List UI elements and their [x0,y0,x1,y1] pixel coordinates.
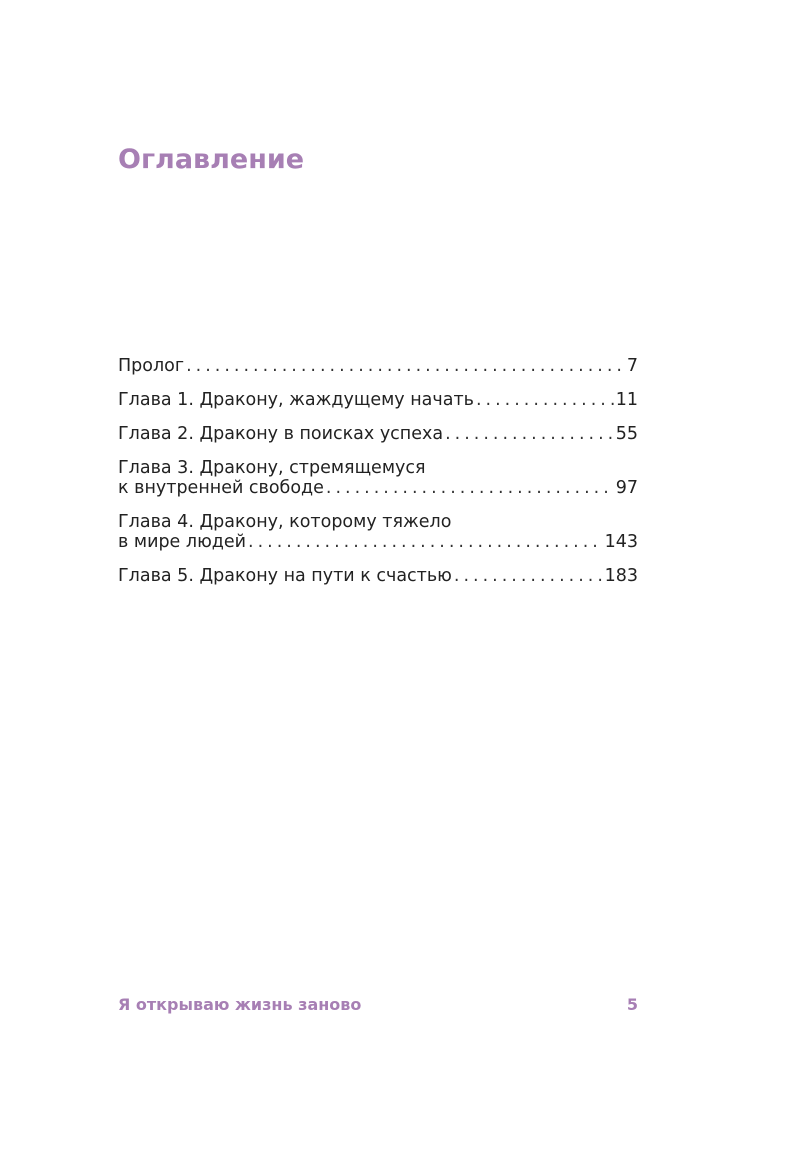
toc-entry-chapter-3[interactable] [118,458,638,498]
toc-page-number: 97 [615,478,638,498]
toc-line [118,478,638,498]
toc-entry-title-line-1: Глава 3. Дракону, стремящемуся [118,458,426,478]
toc-line [118,566,638,586]
toc-line [118,390,638,410]
dot-leader [445,424,614,444]
toc-entry-title-line-2: в мире людей [118,532,247,552]
toc-entry-chapter-4[interactable] [118,512,638,552]
page-title: Оглавление [118,144,305,175]
dot-leader [326,478,614,498]
dot-leader [476,390,614,410]
page-number: 5 [626,995,638,1014]
toc-page-number: 11 [615,390,638,410]
toc-entry-title-line-1: Глава 4. Дракону, которому тяжело [118,512,452,532]
toc-line [118,424,638,444]
toc-entry-title: Пролог [118,356,185,376]
toc-entry-title-line-2: к внутренней свободе [118,478,324,498]
toc-entry-title: Глава 5. Дракону на пути к счастью [118,566,452,586]
toc-entry-chapter-1[interactable] [118,390,638,410]
toc-page-number: 143 [604,532,638,552]
dot-leader [248,532,603,552]
toc-entry-prologue[interactable] [118,356,638,376]
toc-line [118,356,638,376]
toc-line [118,532,638,552]
toc-page-number: 183 [604,566,638,586]
running-footer-title: Я открываю жизнь заново [118,995,362,1014]
toc-entry-title: Глава 1. Дракону, жаждущему начать [118,390,474,410]
table-of-contents [118,356,638,600]
dot-leader [186,356,625,376]
toc-page-number: 7 [626,356,638,376]
toc-entry-chapter-2[interactable] [118,424,638,444]
dot-leader [454,566,603,586]
toc-entry-title: Глава 2. Дракону в поисках успеха [118,424,444,444]
toc-page-number: 55 [615,424,638,444]
toc-entry-chapter-5[interactable] [118,566,638,586]
